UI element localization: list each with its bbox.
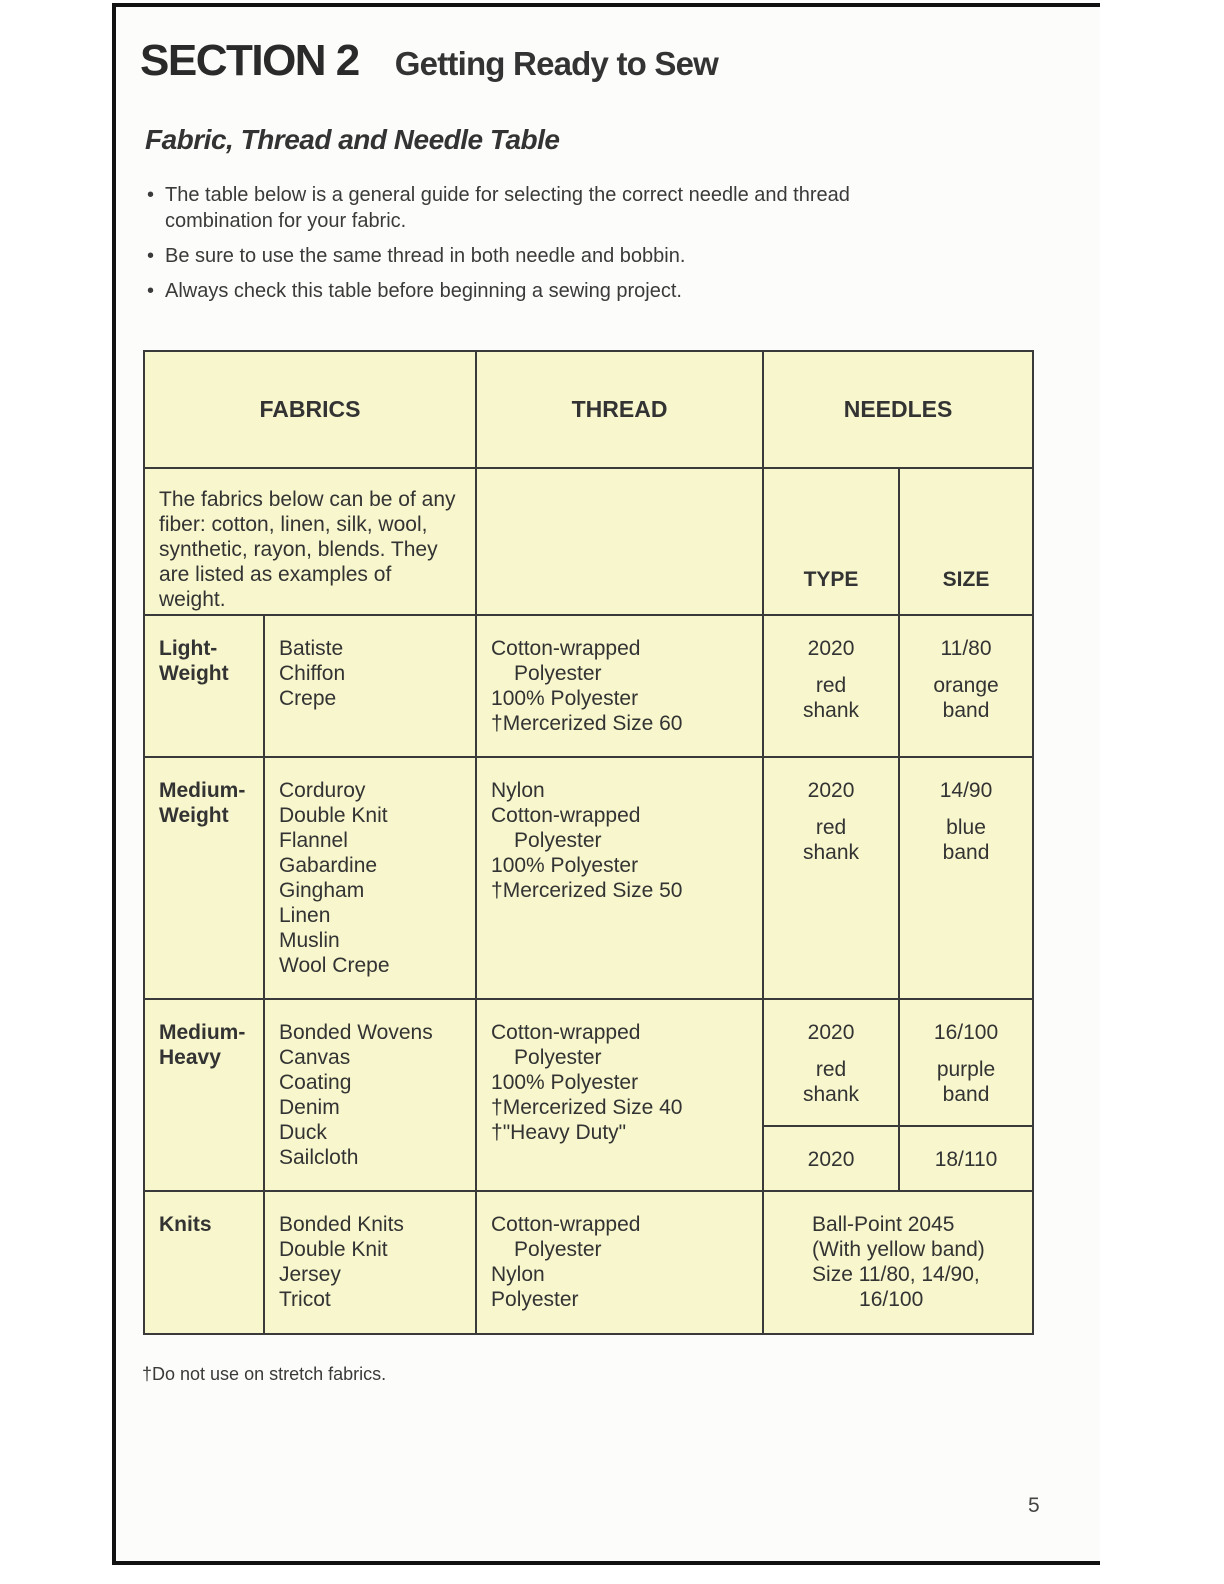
- table-row: [144, 615, 1033, 757]
- bullet-icon: •: [147, 245, 155, 267]
- bullet-icon: •: [147, 184, 155, 206]
- fabric-list: Bonded Wovens Canvas Coating Denim Duck Sailcloth: [264, 999, 476, 1191]
- table-row: [144, 757, 1033, 999]
- needle-type: 2020 red shank: [763, 757, 899, 999]
- guide-bullets: [145, 182, 865, 313]
- header-needles: NEEDLES: [763, 351, 1033, 468]
- needle-size: 18/110: [899, 1126, 1033, 1191]
- needle-size: 14/90 blue band: [899, 757, 1033, 999]
- thread-list: Cotton-wrapped Polyester 100% Polyester †Mercerized Size 40 †"Heavy Duty": [476, 999, 763, 1191]
- table-row: [144, 1191, 1033, 1334]
- bullet-icon: •: [147, 280, 155, 302]
- intro-row: [144, 468, 1033, 615]
- header-row: [144, 351, 1033, 468]
- thread-list: Cotton-wrapped Polyester Nylon Polyester: [476, 1191, 763, 1334]
- table-title: Fabric, Thread and Needle Table: [145, 124, 560, 155]
- ball-point-needle: Ball-Point 2045 (With yellow band) Size 11/80, 14/90, 16/100: [763, 1191, 1033, 1334]
- needle-type: 2020 red shank: [763, 615, 899, 757]
- fabric-list: Bonded Knits Double Knit Jersey Tricot: [264, 1191, 476, 1334]
- intro-thread-blank: [476, 468, 763, 615]
- needle-size: 16/100 purple band: [899, 999, 1033, 1126]
- fabric-list: Corduroy Double Knit Flannel Gabardine Gingham Linen Muslin Wool Crepe: [264, 757, 476, 999]
- header-type: TYPE: [763, 468, 899, 615]
- intro-note: The fabrics below can be of any fiber: cotton, linen, silk, wool, synthetic, rayon, blends. They are listed as examples of weight.: [144, 468, 476, 615]
- header-size: SIZE: [899, 468, 1033, 615]
- footnote: †Do not use on stretch fabrics.: [142, 1364, 387, 1384]
- header-thread: THREAD: [476, 351, 763, 468]
- table-row: [144, 999, 1033, 1126]
- bullet-item: • The table below is a general guide for selecting the correct needle and thread combination for your fabric.: [147, 184, 850, 232]
- bullet-item: • Be sure to use the same thread in both needle and bobbin.: [147, 245, 686, 267]
- needle-type: 2020 red shank: [763, 999, 899, 1126]
- weight-category: Medium- Heavy: [144, 999, 264, 1191]
- section-title: Getting Ready to Sew: [394, 45, 718, 82]
- page-number: 5: [1028, 1494, 1040, 1517]
- page-heading: [140, 36, 718, 86]
- thread-list: Nylon Cotton-wrapped Polyester 100% Polyester †Mercerized Size 50: [476, 757, 763, 999]
- weight-category: Medium- Weight: [144, 757, 264, 999]
- thread-list: Cotton-wrapped Polyester 100% Polyester †Mercerized Size 60: [476, 615, 763, 757]
- needle-type: 2020: [763, 1126, 899, 1191]
- weight-category: Knits: [144, 1191, 264, 1334]
- section-number: SECTION 2: [140, 36, 359, 85]
- weight-category: Light- Weight: [144, 615, 264, 757]
- header-fabrics: FABRICS: [144, 351, 476, 468]
- fabric-list: Batiste Chiffon Crepe: [264, 615, 476, 757]
- fabric-thread-needle-table: [143, 350, 1034, 1335]
- needle-size: 11/80 orange band: [899, 615, 1033, 757]
- bullet-item: • Always check this table before beginning a sewing project.: [147, 280, 682, 302]
